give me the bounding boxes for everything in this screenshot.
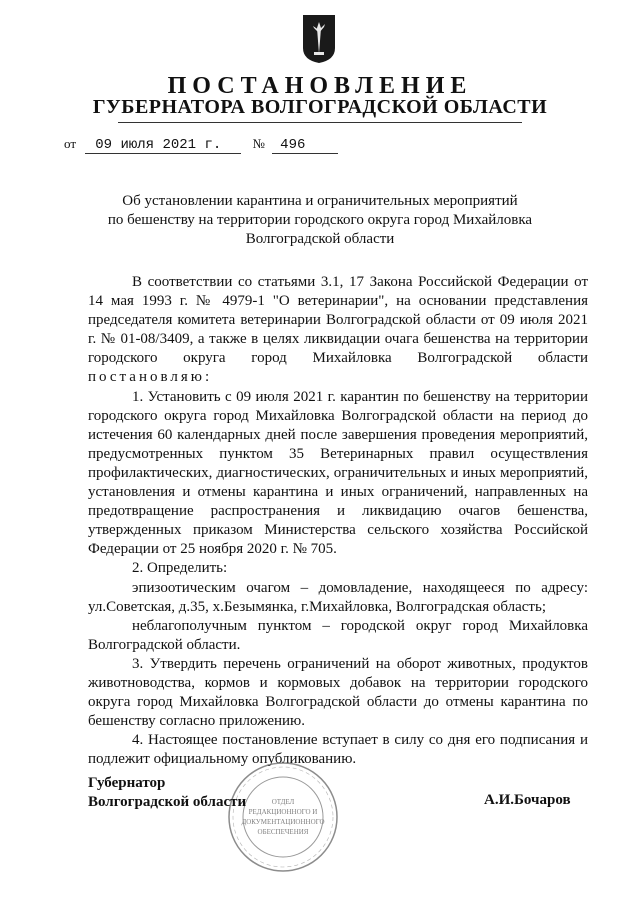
document-number: 496 <box>272 137 338 154</box>
subject-line-1: Об установлении карантина и ограничительных мероприятий <box>122 193 518 209</box>
signatory-name: А.И.Бочаров <box>484 792 571 808</box>
header-divider <box>118 122 522 123</box>
document-issuer: ГУБЕРНАТОРА ВОЛГОГРАДСКОЙ ОБЛАСТИ <box>92 96 548 118</box>
svg-text:РЕДАКЦИОННОГО И: РЕДАКЦИОННОГО И <box>248 808 318 816</box>
paragraph-4: 4. Настоящее постановление вступает в силу со дня его подписания и подлежит официальному опубликованию. <box>88 732 588 768</box>
subject-line-2: по бешенству на территории городского округа город Михайловка <box>107 212 533 228</box>
intro-paragraph <box>88 273 588 388</box>
svg-text:ОТДЕЛ: ОТДЕЛ <box>271 798 295 806</box>
document-title: ПОСТАНОВЛЕНИЕ <box>167 73 473 99</box>
document-subject <box>80 192 560 249</box>
date-label: от <box>64 136 77 151</box>
svg-text:ОБЕСПЕЧЕНИЯ: ОБЕСПЕЧЕНИЯ <box>257 828 309 836</box>
signatory-position-line-1: Губернатор <box>88 775 166 791</box>
paragraph-2b: неблагополучным пунктом – городской округ город Михайловка Волгоградской области. <box>88 617 588 653</box>
paragraph-1: 1. Установить с 09 июля 2021 г. карантин по бешенству на территории городского округа город Михайловка Волгоградской области на период до истечения 60 календарных дней после завершения проведения мероприятий, предусмотренных пунктом 35 Ветеринарных правил осуществления профилактических, диагностических, ограничительных и иных мероприятий, установления и отмены карантина и иных ограничений, направленных на предотвращение распространения и ликвидацию очагов бешенства, утвержденных приказом Министерства сельского хозяйства Российской Федерации от 25 ноября 2020 г. № 705. <box>88 388 588 558</box>
coat-of-arms-icon <box>302 14 336 64</box>
decree-word: постановляю: <box>88 369 213 386</box>
svg-text:ДОКУМЕНТАЦИОННОГО: ДОКУМЕНТАЦИОННОГО <box>241 818 325 826</box>
paragraph-2: 2. Определить: <box>132 560 228 577</box>
subject-line-3: Волгоградской области <box>245 231 395 247</box>
date-number-line <box>64 136 338 154</box>
document-date: 09 июля 2021 г. <box>85 137 241 154</box>
number-label: № <box>252 136 265 151</box>
document-body <box>88 273 588 769</box>
signatory-position <box>88 774 246 812</box>
signatory-position-line-2: Волгоградской области <box>88 794 247 810</box>
intro-text: В соответствии со статьями 3.1, 17 Закона Российской Федерации от 14 мая 1993 г. № 4979-1 "О ветеринарии", на основании представления председателя комитета ветеринарии Волгоградской области от 09 июля 2021 г. № 01-08/3409, а также в целях ликвидации очага бешенства на территории городского округа город Михайловка Волгоградской области <box>88 274 588 367</box>
paragraph-2a: эпизоотическим очагом – домовладение, находящееся по адресу: ул.Советская, д.35, х.Безымянка, г.Михайловка, Волгоградская область; <box>88 579 588 615</box>
paragraph-3: 3. Утвердить перечень ограничений на оборот животных, продуктов животноводства, кормов и кормовых добавок на территории городского округа город Михайловка Волгоградской области до отмены карантина по бешенству согласно приложению. <box>88 655 588 730</box>
